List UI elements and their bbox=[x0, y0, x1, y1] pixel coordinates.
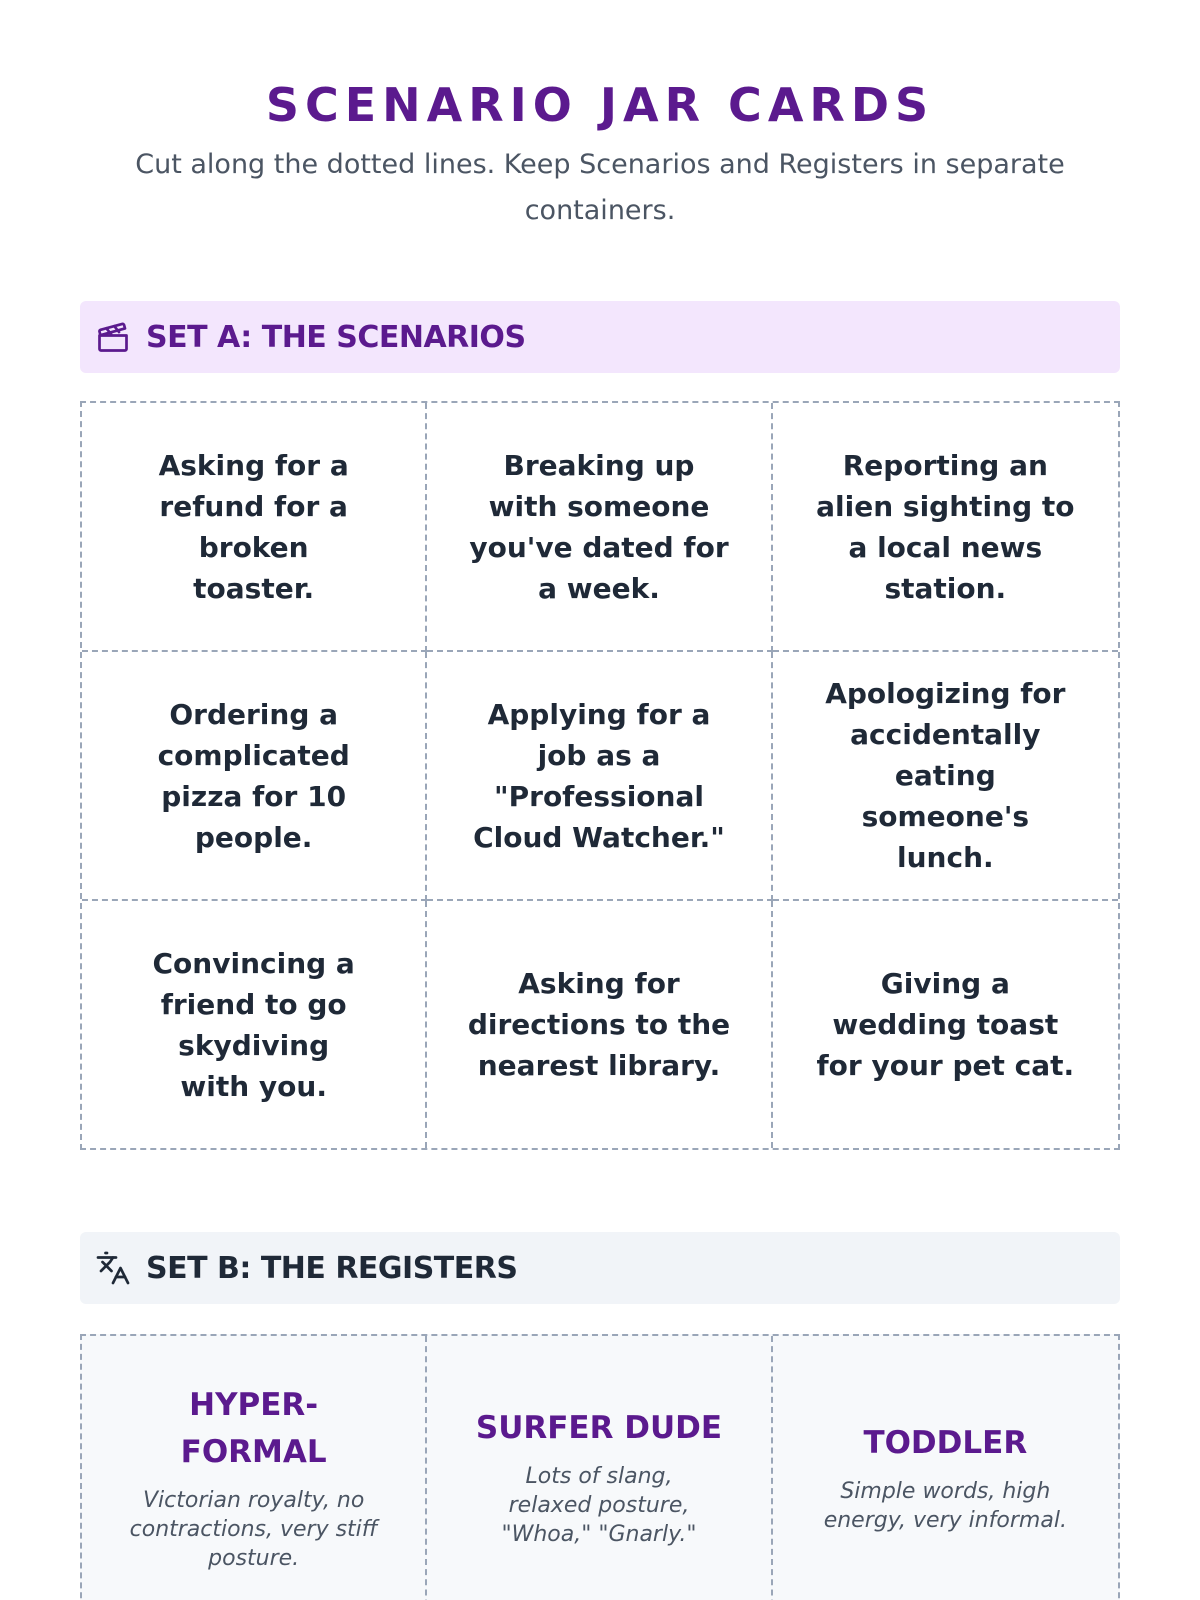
page-title: SCENARIO JAR CARDS bbox=[265, 78, 935, 132]
scenario-text: Reporting an alien sighting to a local news station. bbox=[816, 448, 1075, 605]
section-header-registers bbox=[80, 1232, 1120, 1304]
section-title-scenarios: SET A: THE SCENARIOS bbox=[146, 319, 526, 355]
scenario-card bbox=[82, 901, 427, 1148]
scenario-text: Applying for a job as a "Professional Cloud Watcher." bbox=[473, 697, 725, 854]
scenario-card bbox=[773, 901, 1118, 1148]
scenario-card bbox=[773, 403, 1118, 652]
register-card bbox=[82, 1336, 427, 1600]
scenario-text: Asking for directions to the nearest library. bbox=[467, 967, 731, 1082]
scenario-text: Giving a wedding toast for your pet cat. bbox=[816, 967, 1075, 1082]
scenario-text: Asking for a refund for a broken toaster. bbox=[158, 448, 349, 605]
scenario-text: Apologizing for accidentally eating someone's lunch. bbox=[825, 677, 1066, 874]
scenario-text: Breaking up with someone you've dated for a week. bbox=[469, 448, 729, 605]
translate-icon bbox=[94, 1249, 132, 1287]
scenario-card bbox=[427, 652, 772, 901]
scenario-card bbox=[82, 403, 427, 652]
scenario-card-grid bbox=[80, 401, 1120, 1150]
section-title-registers: SET B: THE REGISTERS bbox=[146, 1250, 518, 1286]
register-card bbox=[427, 1336, 772, 1600]
register-card-grid bbox=[80, 1334, 1120, 1600]
page-subtitle: Cut along the dotted lines. Keep Scenarios and Registers in separate containers. bbox=[135, 149, 1065, 226]
scenario-card bbox=[427, 901, 772, 1148]
clapperboard-icon bbox=[94, 318, 132, 356]
scenario-text: Ordering a complicated pizza for 10 people. bbox=[157, 697, 350, 854]
register-description: Victorian royalty, no contractions, very stiff posture. bbox=[129, 1488, 378, 1571]
register-name: TODDLER bbox=[863, 1425, 1028, 1461]
register-description: Lots of slang, relaxed posture, "Whoa," "Gnarly." bbox=[501, 1464, 697, 1547]
register-description: Simple words, high energy, very informal. bbox=[823, 1479, 1067, 1533]
scenario-card bbox=[773, 652, 1118, 901]
scenario-card bbox=[427, 403, 772, 652]
scenario-card bbox=[82, 652, 427, 901]
register-name: HYPER-FORMAL bbox=[180, 1387, 327, 1470]
scenario-text: Convincing a friend to go skydiving with you. bbox=[152, 946, 355, 1103]
register-card bbox=[773, 1336, 1118, 1600]
section-header-scenarios bbox=[80, 301, 1120, 373]
register-name: SURFER DUDE bbox=[475, 1410, 723, 1446]
